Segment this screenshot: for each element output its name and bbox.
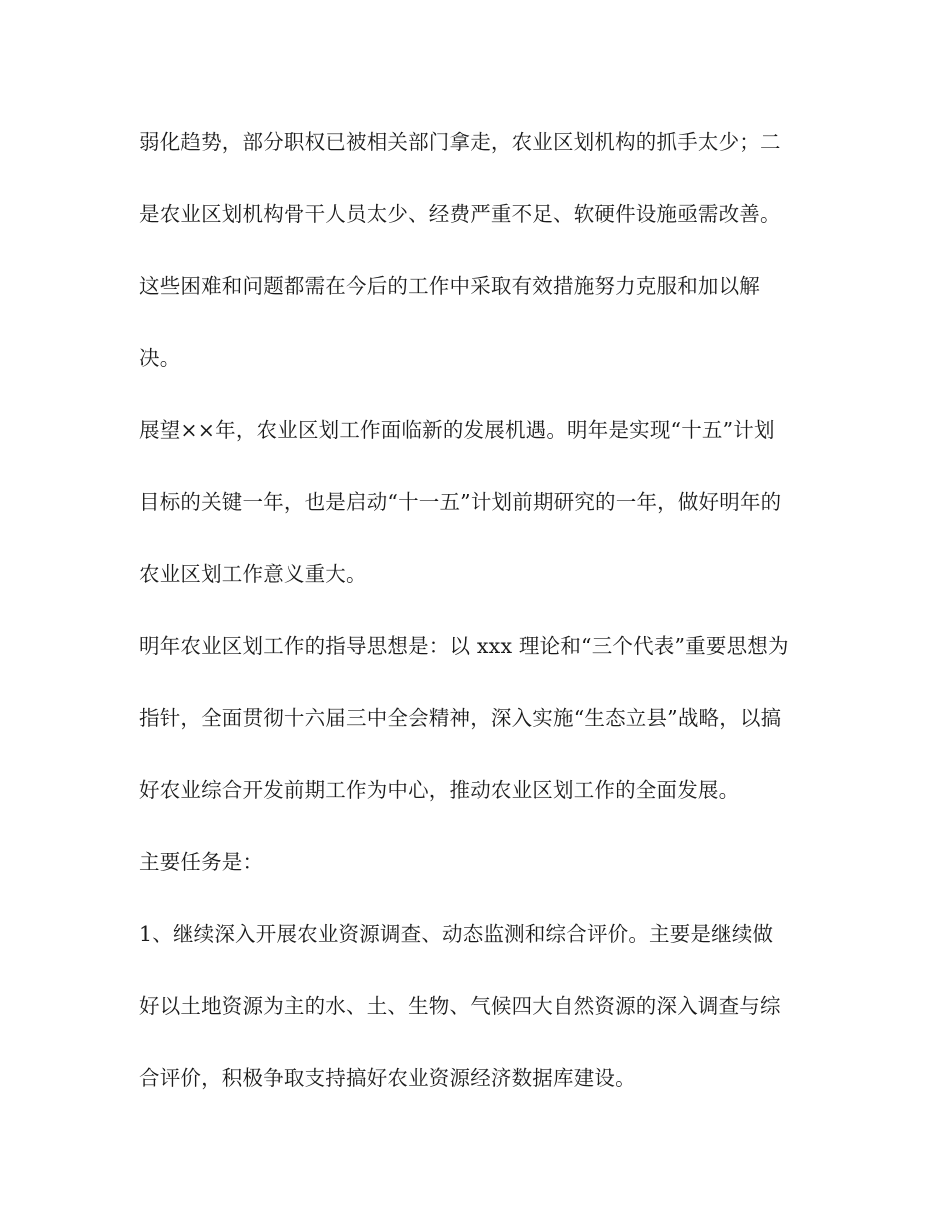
text-line: 主要任务是：	[139, 850, 264, 874]
text-line: 决。	[139, 346, 181, 370]
text-line: 好以土地资源为主的水、土、生物、气候四大自然资源的深入调查与综	[139, 994, 781, 1018]
text-line: 这些困难和问题都需在今后的工作中采取有效措施努力克服和加以解	[139, 274, 760, 298]
text-line: 指针，全面贯彻十六届三中全会精神，深入实施“生态立县”战略，以搞	[139, 706, 782, 730]
text-line: 合评价，积极争取支持搞好农业资源经济数据库建设。	[139, 1066, 636, 1090]
text-line: 明年农业区划工作的指导思想是：以 xxx 理论和“三个代表”重要思想为	[139, 634, 789, 658]
text-line: 展望××年，农业区划工作面临新的发展机遇。明年是实现“十五”计划	[139, 418, 775, 442]
text-line: 好农业综合开发前期工作为中心，推动农业区划工作的全面发展。	[139, 778, 740, 802]
text-line: 弱化趋势，部分职权已被相关部门拿走，农业区划机构的抓手太少；二	[139, 130, 781, 154]
text-line: 目标的关键一年，也是启动“十一五”计划前期研究的一年，做好明年的	[139, 490, 782, 514]
text-line: 1、继续深入开展农业资源调查、动态监测和综合评价。主要是继续做	[139, 922, 774, 946]
text-line: 是农业区划机构骨干人员太少、经费严重不足、软硬件设施亟需改善。	[139, 202, 781, 226]
text-line: 农业区划工作意义重大。	[139, 562, 367, 586]
